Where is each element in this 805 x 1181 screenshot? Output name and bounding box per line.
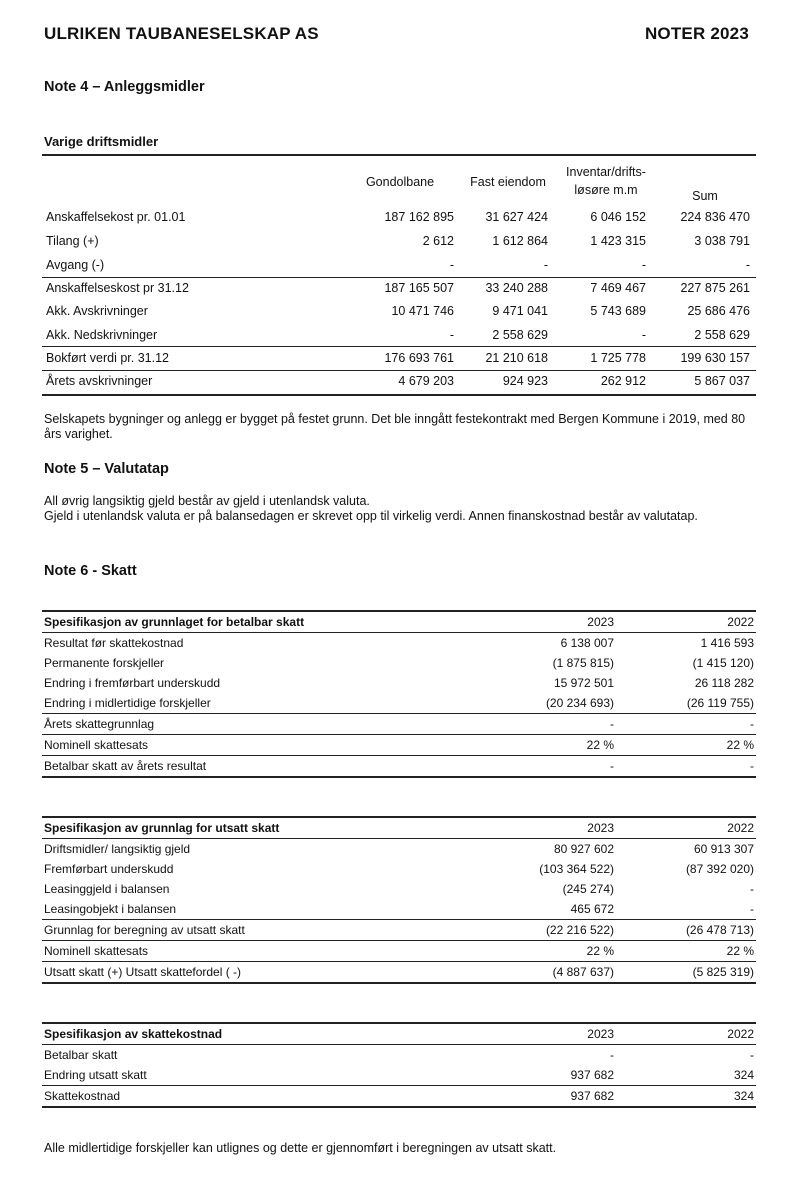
note4-cell: -	[449, 258, 454, 272]
note4-cell: 21 210 618	[485, 351, 548, 365]
table-cell: (245 274)	[562, 882, 614, 896]
table-row-label: Betalbar skatt	[44, 1048, 118, 1062]
table-row	[42, 1065, 756, 1086]
table-row-label: Grunnlag for beregning av utsatt skatt	[42, 920, 526, 941]
table-cell: 60 913 307	[693, 842, 754, 856]
table-row	[42, 714, 756, 735]
table-row	[42, 1045, 756, 1066]
table-cell: 1 416 593	[700, 636, 754, 650]
table-cell: 22 %	[616, 735, 756, 756]
note4-row-rule	[42, 346, 756, 347]
note4-cell: 187 162 895	[384, 210, 454, 224]
table-cell: 22 %	[616, 941, 756, 962]
table-header-cell: 2023	[526, 1024, 616, 1045]
section-title: NOTER 2023	[644, 24, 749, 43]
table-cell: (4 887 637)	[526, 962, 616, 984]
table-row	[42, 633, 756, 654]
table-row-label: Driftsmidler/ langsiktig gjeld	[44, 842, 191, 856]
note4-cell: 187 165 507	[384, 281, 454, 295]
table-row	[42, 735, 756, 756]
note4-cell: 3 038 791	[694, 234, 750, 248]
table-row	[42, 899, 756, 920]
note4-row-label: Tilang (+)	[46, 234, 99, 248]
table-row	[42, 653, 756, 673]
table-cell: (1 415 120)	[692, 656, 754, 670]
table-cell: -	[750, 882, 754, 896]
table-row	[42, 920, 756, 941]
table-row-label: Nominell skattesats	[42, 735, 526, 756]
col-header-inventar: Inventar/drifts-	[566, 165, 646, 179]
note6-title: Note 6 - Skatt	[44, 563, 137, 579]
table-header-row	[42, 1024, 756, 1045]
table-cell: 26 118 282	[694, 676, 754, 690]
table-row-label: Årets skattegrunnlag	[42, 714, 526, 735]
table-cell: 80 927 602	[553, 842, 614, 856]
table-header-cell: 2022	[616, 1024, 756, 1045]
note4-cell: 6 046 152	[590, 210, 646, 224]
note4-cell: 1 423 315	[590, 234, 646, 248]
note4-row-label: Akk. Avskrivninger	[46, 304, 148, 318]
note4-cell: 1 725 778	[590, 351, 646, 365]
note4-cell: 2 558 629	[694, 328, 750, 342]
table-cell: -	[616, 714, 756, 735]
col-header-sum: Sum	[692, 189, 718, 203]
table-row-label: Leasinggjeld i balansen	[44, 882, 170, 896]
note4-row-rule	[42, 277, 756, 278]
note4-cell: 4 679 203	[398, 374, 454, 388]
note4-cell: 25 686 476	[687, 304, 750, 318]
note4-cell: -	[641, 258, 646, 272]
table-row-label: Skattekostnad	[42, 1086, 526, 1108]
table-cell: -	[750, 1048, 754, 1062]
note4-cell: 199 630 157	[680, 351, 750, 365]
note5-text-1: All øvrig langsiktig gjeld består av gjeld i utenlandsk valuta.	[44, 494, 370, 508]
deferred-tax-table	[42, 816, 756, 984]
note4-title: Note 4 – Anleggsmidler	[44, 79, 205, 95]
table-row-label: Fremførbart underskudd	[44, 862, 174, 876]
note4-subtitle: Varige driftsmidler	[44, 134, 159, 149]
table-cell: 937 682	[526, 1065, 616, 1086]
note5-text-2: Gjeld i utenlandsk valuta er på balansedagen er skrevet opp til virkelig verdi. Annen finanskostnad består av valutatap.	[44, 509, 698, 523]
table-cell: 22 %	[526, 941, 616, 962]
note4-cell: 1 612 864	[492, 234, 548, 248]
col-header-fast-eiendom: Fast eiendom	[470, 175, 546, 189]
note4-row-rule	[42, 394, 756, 396]
table-row-label: Betalbar skatt av årets resultat	[42, 756, 526, 778]
note4-cell: 2 558 629	[492, 328, 548, 342]
table-header-row	[42, 818, 756, 839]
table-cell: (103 364 522)	[539, 862, 614, 876]
table-row	[42, 756, 756, 778]
table-header-row	[42, 612, 756, 633]
note4-cell: 5 867 037	[694, 374, 750, 388]
table-cell: -	[616, 899, 756, 920]
note4-cell: 227 875 261	[680, 281, 750, 295]
note4-row-label: Avgang (-)	[46, 258, 105, 272]
note4-row-label: Bokført verdi pr. 31.12	[46, 351, 169, 365]
tax-cost-table	[42, 1022, 756, 1108]
table-header-cell: 2022	[616, 612, 756, 633]
table-row-label: Resultat før skattekostnad	[44, 636, 184, 650]
note4-cell: -	[449, 328, 454, 342]
table-cell: (87 392 020)	[685, 862, 754, 876]
table-cell: -	[616, 756, 756, 778]
note5-title: Note 5 – Valutatap	[44, 461, 169, 477]
table-header-cell: 2022	[616, 818, 756, 839]
note4-cell: -	[543, 258, 548, 272]
note4-cell: -	[641, 328, 646, 342]
table-row-label: Nominell skattesats	[42, 941, 526, 962]
table-header-cell: Spesifikasjon av skattekostnad	[42, 1024, 526, 1045]
table-cell: 465 672	[526, 899, 616, 920]
table-cell: 6 138 007	[560, 636, 614, 650]
table-row	[42, 962, 756, 984]
table-cell: -	[610, 1048, 614, 1062]
table-cell: (5 825 319)	[616, 962, 756, 984]
table-row-label: Endring i fremførbart underskudd	[44, 676, 221, 690]
col-header-losore: løsøre m.m	[574, 183, 638, 197]
note6-footer: Alle midlertidige forskjeller kan utlignes og dette er gjennomført i beregningen av utsatt skatt.	[44, 1141, 557, 1155]
note4-cell: 7 469 467	[590, 281, 646, 295]
col-header-gondolbane: Gondolbane	[365, 175, 435, 189]
table-row-label: Permanente forskjeller	[44, 656, 165, 670]
note4-cell: 262 912	[600, 374, 646, 388]
note4-cell: -	[745, 258, 750, 272]
table-row-label: Leasingobjekt i balansen	[42, 899, 526, 920]
table-row	[42, 693, 756, 714]
note4-cell: 31 627 424	[485, 210, 548, 224]
note4-row-label: Anskaffelseskost pr 31.12	[46, 281, 189, 295]
tax-basis-table	[42, 610, 756, 778]
table-row	[42, 859, 756, 879]
note4-cell: 924 923	[502, 374, 548, 388]
table-row	[42, 941, 756, 962]
table-row-label: Endring i midlertidige forskjeller	[42, 693, 526, 714]
table-cell: (1 875 815)	[552, 656, 614, 670]
note4-text: Selskapets bygninger og anlegg er bygget på festet grunn. Det ble inngått festekontrakt med Bergen Kommune i 2019, med 80 års varighet.	[44, 412, 746, 441]
note4-row-label: Akk. Nedskrivninger	[46, 328, 158, 342]
table-row	[42, 673, 756, 693]
note4-cell: 224 836 470	[680, 210, 750, 224]
company-name: ULRIKEN TAUBANESELSKAP AS	[44, 24, 319, 43]
table-row	[42, 1086, 756, 1108]
table-row-label: Endring utsatt skatt	[42, 1065, 526, 1086]
table-row	[42, 879, 756, 899]
table-cell: 22 %	[526, 735, 616, 756]
note4-cell: 5 743 689	[590, 304, 646, 318]
table-header-cell: 2023	[526, 818, 616, 839]
note4-cell: 33 240 288	[485, 281, 548, 295]
table-cell: (22 216 522)	[526, 920, 616, 941]
table-header-cell: Spesifikasjon av grunnlaget for betalbar skatt	[42, 612, 526, 633]
table-cell: 937 682	[526, 1086, 616, 1108]
note4-top-rule	[42, 154, 756, 156]
table-header-cell: Spesifikasjon av grunnlag for utsatt skatt	[42, 818, 526, 839]
note4-cell: 9 471 041	[492, 304, 548, 318]
table-cell: (20 234 693)	[526, 693, 616, 714]
note4-cell: 2 612	[422, 234, 454, 248]
note4-cell: 10 471 746	[391, 304, 454, 318]
table-row	[42, 839, 756, 860]
note4-row-label: Anskaffelsekost pr. 01.01	[46, 210, 186, 224]
table-cell: (26 478 713)	[616, 920, 756, 941]
note4-row-label: Årets avskrivninger	[46, 374, 153, 388]
table-header-cell: 2023	[526, 612, 616, 633]
table-cell: -	[526, 714, 616, 735]
table-cell: -	[526, 756, 616, 778]
table-cell: 324	[616, 1086, 756, 1108]
table-row-label: Utsatt skatt (+) Utsatt skattefordel ( -)	[42, 962, 526, 984]
table-cell: 324	[616, 1065, 756, 1086]
table-cell: 15 972 501	[553, 676, 614, 690]
table-cell: (26 119 755)	[616, 693, 756, 714]
note4-row-rule	[42, 370, 756, 371]
note4-cell: 176 693 761	[384, 351, 454, 365]
